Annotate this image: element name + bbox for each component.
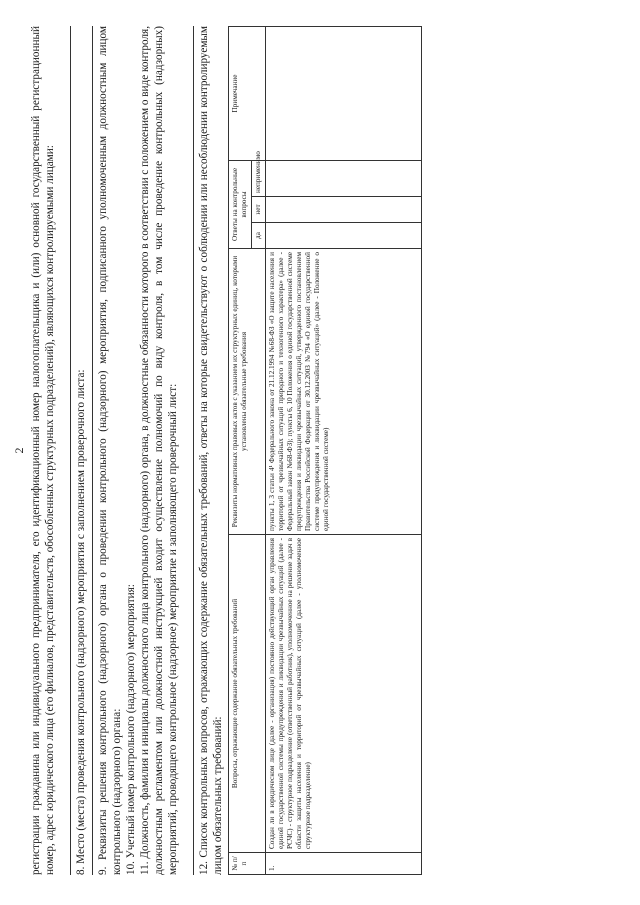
header-answers: Ответы на контрольные вопросы (229, 160, 252, 248)
item-9: 9. Реквизиты решения контрольного (надзорного) органа о проведении контрольного (надзорного) мероприятия, подписанного уполномоченным должностным лицом контрольного (надзорного) органа: (97, 26, 123, 875)
header-yes: да (252, 223, 266, 249)
cell-note (266, 27, 422, 161)
intro-text: регистрации гражданина или индивидуального предпринимателя, его идентификационный номер налогоплательщика и (или) основной государственный регистрационный номер, адрес юридического лица (его филиалов, представительств, обособленных структурных подразделений), являющихся контролируемыми лицами: (30, 26, 56, 875)
page-number: 2 (12, 447, 26, 454)
header-note: Примечание (229, 27, 266, 161)
header-requisites: Реквизиты нормативных правовых актов с указанием их структурных единиц, которыми установлены обязательные требования (229, 249, 266, 535)
header-na: неприменимо (252, 160, 266, 196)
header-question: Вопросы, отражающие содержание обязательных требований (229, 535, 266, 853)
checklist-table (228, 26, 422, 875)
item-12: 12. Список контрольных вопросов, отражающих содержание обязательных требований, ответы на которые свидетельствуют о соблюдении или несоблюдении контролируемым лицом обязательных требований: (198, 26, 224, 875)
cell-question: Создан ли в юридическом лице (далее - организация) постоянно действующий орган управления единой государственной системы предупреждения и ликвидации чрезвычайных ситуаций (далее - РСЧС) - структурное подразделение (ответственный работник), уполномоченное на решение задач в области защиты населения и территорий от чрезвычайных ситуаций (далее - уполномоченное структурное подразделение) (266, 535, 422, 853)
cell-yes (266, 223, 422, 249)
divider (70, 26, 71, 875)
header-num: № п/п (229, 853, 266, 875)
cell-requisites: пункты 1, 3 статьи 4¹ Федерального закона от 21.12.1994 №68-ФЗ «О защите населения и территорий от чрезвычайных ситуаций природного и техногенного характера» (далее - Федеральный закон №68-ФЗ); пункты 6, 10 Положения о единой государственной системе предупреждения и ликвидации чрезвычайных ситуаций, утвержденного постановлением Правительства Российской Федерации от 30.12.2003 №794 «О единой государственной системе предупреждения и ликвидации чрезвычайных ситуаций» (далее - Положение о единой государственной системе) (266, 249, 422, 535)
divider (193, 26, 194, 875)
divider (92, 26, 93, 875)
cell-num: 1. (266, 853, 422, 875)
item-8: 8. Место (места) проведения контрольного (надзорного) мероприятия с заполнением проверочного листа: (75, 369, 87, 875)
header-no: нет (252, 197, 266, 223)
table-row (266, 27, 422, 875)
cell-no (266, 197, 422, 223)
item-10: 10. Учетный номер контрольного (надзорного) мероприятия: (125, 584, 137, 875)
item-11: 11. Должность, фамилия и инициалы должностного лица контрольного (надзорного) органа, в должностные обязанности которого в соответствии с положением о виде контроля, должностным регламентом или должностной инструкцией входит осуществление полномочий по виду контроля, в том числе проведение контрольных (надзорных) мероприятий, проводящего контрольное (надзорное) мероприятие и заполняющего проверочный лист: (139, 26, 179, 875)
cell-na (266, 160, 422, 196)
